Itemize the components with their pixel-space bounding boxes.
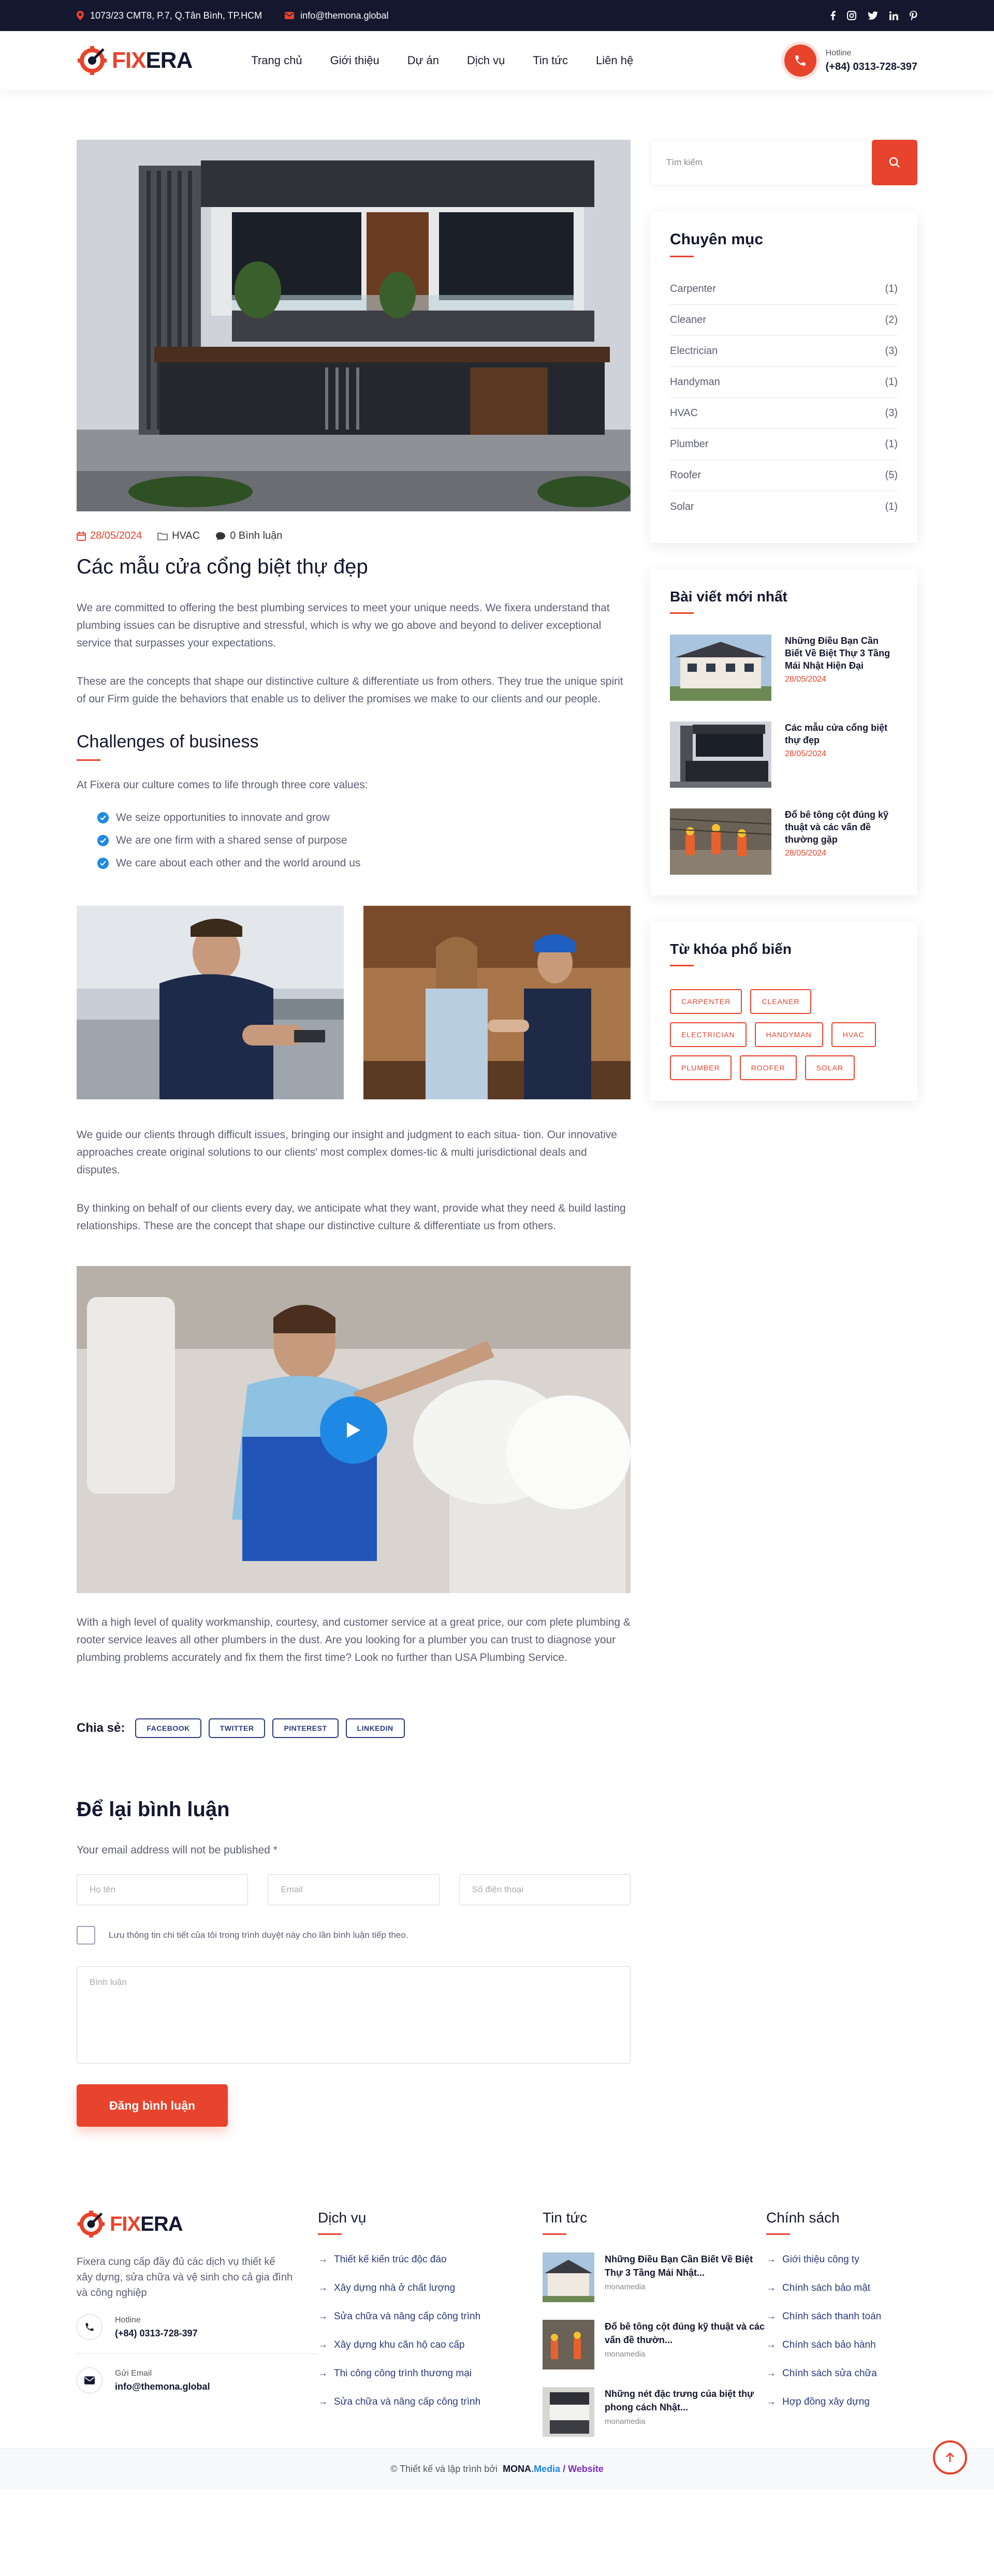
arrow-right-icon: →	[766, 2396, 776, 2407]
footer-news-item[interactable]: Những nét đặc trưng của biệt thự phong cách Nhật... monamedia	[543, 2387, 766, 2437]
email-link[interactable]: info@themona.global	[285, 10, 388, 21]
phone-icon	[784, 45, 816, 77]
post-paragraph-4: By thinking on behalf of our clients every day, we anticipate what they want, provide what they need & build lasting relationships. These are the concept that shape our distinctive culture & differentiate us from others.	[77, 1202, 626, 1232]
post-paragraph-1: We are committed to offering the best plumbing services to meet your unique needs. We fixera understand that plumbing issues can be disruptive and stressful, which is why we go above and beyond to deliver exceptional service that surpasses your expectations.	[77, 602, 610, 649]
footer-news	[543, 2210, 766, 2437]
share-twitter-button[interactable]: TWITTER	[209, 1718, 266, 1738]
share-label: Chia sẻ:	[77, 1721, 125, 1735]
tags-widget	[650, 921, 917, 1101]
category-item[interactable]: Handyman (1)	[670, 367, 898, 398]
nav-item-home[interactable]: Trang chủ	[251, 54, 302, 67]
name-input[interactable]: Họ tên	[77, 1874, 248, 1905]
list-item: We seize opportunities to innovate and grow	[97, 806, 631, 829]
title-underline	[670, 256, 694, 257]
main-header	[0, 31, 994, 90]
footer-link[interactable]: → Chính sách bảo mật	[766, 2282, 871, 2293]
mail-icon	[285, 12, 294, 19]
gear-wrench-logo-icon	[77, 2210, 106, 2239]
map-pin-icon	[77, 11, 84, 20]
client-handshake-image	[363, 906, 631, 1099]
check-circle-icon	[97, 812, 109, 823]
category-item[interactable]: Electrician (3)	[670, 336, 898, 367]
category-item[interactable]: HVAC (3)	[670, 398, 898, 429]
calendar-icon	[77, 532, 86, 541]
arrow-right-icon: →	[766, 2339, 776, 2350]
footer-link[interactable]: → Giới thiệu công ty	[766, 2254, 859, 2265]
article	[77, 140, 631, 2127]
folder-icon	[157, 532, 168, 540]
nav-item-news[interactable]: Tin tức	[533, 54, 568, 67]
linkedin-icon[interactable]	[889, 11, 898, 20]
recent-post-thumbnail	[670, 722, 771, 788]
post-paragraph-3: We guide our clients through difficult issues, bringing our insight and judgment to each situa- tion. Our innovative approaches create original solutions to our clients' most complex domes-tic & multi jurisdictional deals and disputes.	[77, 1129, 617, 1176]
logo-wordmark: FIXERA	[110, 2212, 183, 2235]
widget-title: Chuyên mục	[670, 231, 764, 248]
footer-policies	[766, 2210, 917, 2437]
sidebar	[650, 140, 917, 2127]
comment-fields	[77, 1874, 631, 1905]
arrow-right-icon: →	[318, 2367, 328, 2379]
recent-post-item[interactable]	[670, 808, 898, 875]
category-item[interactable]: Plumber (1)	[670, 429, 898, 460]
nav-item-about[interactable]: Giới thiệu	[330, 54, 379, 67]
comment-form-note: Your email address will not be published *	[77, 1844, 277, 1856]
save-info-label: Lưu thông tin chi tiết của tôi trong trình duyệt này cho lần bình luận tiếp theo.	[109, 1930, 408, 1940]
category-item[interactable]: Carpenter (1)	[670, 274, 898, 305]
hotline-label: Hotline	[825, 48, 852, 57]
arrow-right-icon: →	[318, 2254, 328, 2265]
email-input[interactable]: Email	[268, 1874, 439, 1905]
widget-title: Từ khóa phổ biến	[670, 941, 792, 957]
values-list	[97, 806, 631, 875]
arrow-right-icon: →	[766, 2254, 776, 2265]
recent-post-title[interactable]: Các mẫu cửa cổng biệt thự đẹp	[785, 723, 888, 745]
tag-item[interactable]: HANDYMAN	[755, 1022, 823, 1047]
recent-post-thumbnail	[670, 635, 771, 701]
gear-wrench-logo-icon	[77, 45, 108, 76]
comment-textarea[interactable]: Bình luận	[77, 1966, 631, 2064]
footer-news-item[interactable]: Đổ bê tông cột đúng kỹ thuật và các vấn đề thườn... monamedia	[543, 2320, 766, 2369]
submit-comment-button[interactable]: Đăng bình luận	[77, 2084, 228, 2127]
instagram-icon[interactable]	[847, 11, 856, 20]
save-info-row	[77, 1926, 631, 1945]
footer-link[interactable]: → Hợp đồng xây dựng	[766, 2396, 870, 2407]
title-underline	[543, 2233, 566, 2235]
tag-item[interactable]: ROOFER	[740, 1055, 797, 1080]
logo-wordmark: FIXERA	[112, 48, 193, 73]
check-circle-icon	[97, 858, 109, 869]
section-title: Challenges of business	[77, 732, 259, 752]
recent-post-item[interactable]	[670, 635, 898, 701]
footer-link[interactable]: → Chính sách bảo hành	[766, 2339, 876, 2350]
widget-title: Bài viết mới nhất	[670, 588, 787, 605]
news-thumbnail	[543, 2320, 594, 2369]
post-category[interactable]: HVAC	[157, 530, 200, 542]
post-title: Các mẫu cửa cổng biệt thự đẹp	[77, 555, 368, 578]
content-wrapper	[0, 90, 994, 2127]
tag-item[interactable]: SOLAR	[805, 1055, 855, 1080]
category-item[interactable]: Solar (1)	[670, 501, 898, 512]
tag-cloud	[670, 989, 893, 1080]
copyright-bar	[0, 2448, 994, 2490]
arrow-right-icon: →	[766, 2310, 776, 2322]
search-input[interactable]: Tìm kiếm	[650, 140, 872, 185]
save-info-checkbox[interactable]	[77, 1926, 95, 1945]
title-underline	[670, 965, 694, 966]
article-image-pair	[77, 906, 631, 1099]
service-links	[318, 2245, 543, 2416]
twitter-icon[interactable]	[868, 11, 878, 20]
search-button[interactable]	[872, 140, 917, 185]
arrow-right-icon: →	[766, 2282, 776, 2293]
header-hotline[interactable]	[784, 45, 917, 77]
tag-item[interactable]: ELECTRICIAN	[670, 1022, 747, 1047]
nav-item-projects[interactable]: Dự án	[407, 54, 439, 67]
site-logo[interactable]	[77, 45, 192, 76]
comment-form-title: Để lại bình luận	[77, 1798, 230, 1821]
footer-link[interactable]: → Xây dựng nhà ở chất lượng	[318, 2282, 456, 2293]
footer-description: Fixera cung cấp đầy đủ các dịch vụ thiết kế xây dựng, sửa chữa và vệ sinh cho cả gia đình và công nghiệp	[77, 2256, 293, 2299]
footer-link[interactable]: → Sửa chữa và nâng cấp công trình	[318, 2396, 481, 2407]
tag-item[interactable]: CLEANER	[750, 989, 811, 1014]
arrow-right-icon: →	[766, 2367, 776, 2379]
footer-services	[318, 2210, 543, 2437]
footer-link[interactable]: → Thi công công trình thương mại	[318, 2367, 472, 2379]
facebook-icon[interactable]	[830, 11, 836, 20]
recent-post-date: 28/05/2024	[785, 675, 827, 684]
phone-icon	[77, 2314, 103, 2340]
footer-column-title: Tin tức	[543, 2210, 588, 2226]
share-linkedin-button[interactable]: LINKEDIN	[346, 1718, 405, 1738]
footer-link[interactable]: → Thiết kế kiến trúc độc đáo	[318, 2254, 447, 2265]
recent-post-item[interactable]	[670, 722, 898, 788]
arrow-up-icon	[945, 2452, 955, 2463]
footer-about	[77, 2210, 318, 2437]
footer-link[interactable]: → Xây dựng khu căn hộ cao cấp	[318, 2339, 465, 2350]
recent-post-thumbnail	[670, 808, 771, 875]
tag-item[interactable]: PLUMBER	[670, 1055, 732, 1080]
recent-post-title[interactable]: Đổ bê tông cột đúng kỹ thuật và các vấn đề thường gặp	[785, 809, 888, 845]
footer-column-title: Chính sách	[766, 2210, 840, 2226]
pinterest-icon[interactable]	[910, 11, 917, 21]
phone-input[interactable]: Số điện thoại	[459, 1874, 631, 1905]
play-button[interactable]	[320, 1396, 387, 1464]
top-bar	[0, 0, 994, 31]
list-item: We are one firm with a shared sense of purpose	[97, 829, 631, 852]
title-underline	[318, 2233, 342, 2235]
plumber-working-image	[77, 906, 344, 1099]
footer-link[interactable]: → Chính sách sửa chữa	[766, 2367, 877, 2379]
post-paragraph-2: These are the concepts that shape our distinctive culture & differentiate us from others. They true the unique spirit of our Firm guide the behaviors that enable us to deliver the promises we make to our clients and our people.	[77, 675, 623, 705]
section-intro: At Fixera our culture comes to life through three core values:	[77, 779, 368, 791]
arrow-right-icon: →	[318, 2339, 328, 2350]
footer-email[interactable]: Gửi Email info@themona.global	[77, 2353, 318, 2393]
title-underline	[77, 759, 100, 761]
video-thumbnail[interactable]	[77, 1266, 631, 1593]
share-bar	[77, 1718, 631, 1738]
copyright-text: © Thiết kế và lập trình bởi MONA.Media / Website	[390, 2464, 604, 2474]
footer	[0, 2210, 994, 2437]
nav-item-services[interactable]: Dịch vụ	[466, 54, 505, 67]
category-item[interactable]: Roofer (5)	[670, 460, 898, 491]
footer-link[interactable]: → Sửa chữa và nâng cấp công trình	[318, 2310, 481, 2322]
title-underline	[766, 2233, 790, 2235]
policy-links	[766, 2245, 917, 2416]
search-icon	[888, 156, 901, 169]
post-meta	[77, 530, 631, 542]
category-list	[670, 274, 898, 522]
tag-item[interactable]: HVAC	[831, 1022, 876, 1047]
recent-post-date: 28/05/2024	[785, 749, 827, 758]
arrow-right-icon: →	[318, 2282, 328, 2293]
share-facebook-button[interactable]: FACEBOOK	[135, 1718, 201, 1738]
footer-link[interactable]: → Chính sách thanh toán	[766, 2310, 882, 2322]
tag-item[interactable]: CARPENTER	[670, 989, 742, 1014]
post-comments-count[interactable]: 0 Bình luận	[215, 530, 282, 542]
footer-hotline[interactable]: Hotline (+84) 0313-728-397	[77, 2314, 318, 2340]
title-underline	[670, 612, 694, 614]
back-to-top-button[interactable]	[933, 2440, 967, 2475]
address: 1073/23 CMT8, P.7, Q.Tân Bình, TP.HCM	[77, 10, 262, 21]
social-links	[830, 11, 917, 21]
check-circle-icon	[97, 835, 109, 846]
comment-icon	[215, 532, 226, 541]
arrow-right-icon: →	[318, 2310, 328, 2322]
play-icon	[346, 1421, 361, 1439]
hotline-number: (+84) 0313-728-397	[825, 61, 917, 72]
main-nav	[251, 54, 633, 67]
footer-column-title: Dịch vụ	[318, 2210, 367, 2226]
recent-post-title[interactable]: Những Điều Bạn Cần Biết Về Biệt Thự 3 Tầng Mái Nhật Hiện Đại	[785, 636, 890, 671]
featured-image-villa	[77, 140, 631, 511]
search-box	[650, 140, 917, 185]
news-thumbnail	[543, 2387, 594, 2437]
categories-widget	[650, 211, 917, 543]
post-paragraph-5: With a high level of quality workmanship, courtesy, and customer service at a great price, our com plete plumbing & rooter service leaves all other plumbers in the dust. Are you looking for a plumber you can trust to diagnose your plumbing problems accurately and fix them the first time? Look no further than USA Plumbing Service.	[77, 1616, 631, 1664]
list-item: We care about each other and the world around us	[97, 852, 631, 875]
share-pinterest-button[interactable]: PINTEREST	[272, 1718, 338, 1738]
recent-post-date: 28/05/2024	[785, 849, 827, 858]
news-thumbnail	[543, 2253, 594, 2302]
category-item[interactable]: Cleaner (2)	[670, 305, 898, 336]
footer-logo[interactable]	[77, 2210, 318, 2239]
arrow-right-icon: →	[318, 2396, 328, 2407]
footer-news-item[interactable]: Những Điều Bạn Cần Biết Về Biệt Thự 3 Tầng Mái Nhật... monamedia	[543, 2253, 766, 2302]
mail-icon	[77, 2367, 103, 2393]
nav-item-contact[interactable]: Liên hệ	[596, 54, 634, 67]
recent-posts-widget	[650, 569, 917, 895]
post-date: 28/05/2024	[77, 530, 142, 542]
